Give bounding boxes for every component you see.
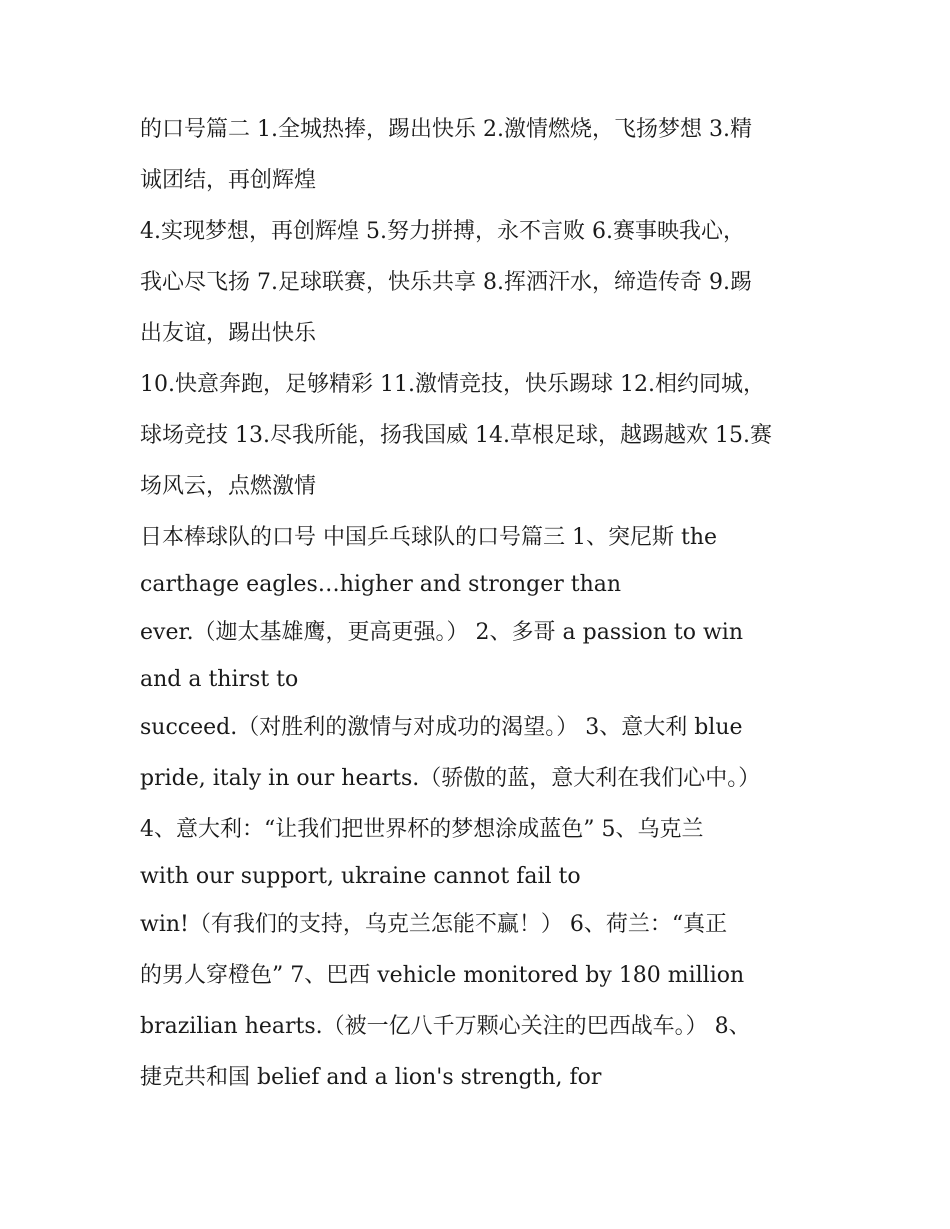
text-line: with our support, ukraine cannot fail to [140,864,581,889]
text-line: 4.实现梦想，再创辉煌 5.努力拼搏，永不言败 6.赛事映我心， [140,219,745,244]
text-line: win!（有我们的支持，乌克兰怎能不赢！） 6、荷兰：“真正 [140,912,728,937]
paragraph-5 [140,607,820,702]
text-line: brazilian hearts.（被一亿八千万颗心关注的巴西战车。） 8、 [140,1014,751,1039]
text-line: 球场竞技 13.尽我所能，扬我国威 14.草根足球，越踢越欢 15.赛 [140,423,772,448]
text-line: ever.（迦太基雄鹰，更高更强。） 2、多哥 a passion to win [140,620,743,645]
paragraph-1 [140,104,820,206]
text-line: 的口号篇二 1.全城热捧，踢出快乐 2.激情燃烧，飞扬梦想 3.精 [140,117,752,142]
text-line: 10.快意奔跑，足够精彩 11.激情竞技，快乐踢球 12.相约同城， [140,372,765,397]
text-line: carthage eagles…higher and stronger than [140,572,622,597]
text-line: 出友谊，踢出快乐 [140,321,317,346]
text-line: 的男人穿橙色” 7、巴西 vehicle monitored by 180 million [140,963,745,988]
text-line: 场风云，点燃激情 [140,474,317,499]
text-line: 我心尽飞扬 7.足球联赛，快乐共享 8.挥洒汗水，缔造传奇 9.踢 [140,270,752,295]
text-line: 4、意大利：“让我们把世界杯的梦想涂成蓝色” 5、乌克兰 [140,817,704,842]
paragraph-7 [140,899,820,1103]
text-line: succeed.（对胜利的激情与对成功的渴望。） 3、意大利 blue [140,715,743,740]
paragraph-3 [140,359,820,512]
paragraph-2 [140,206,820,359]
text-line: 诚团结，再创辉煌 [140,168,317,193]
document-page [140,104,820,1103]
text-line: and a thirst to [140,667,299,692]
text-line: 捷克共和国 belief and a lion's strength, for [140,1065,602,1090]
paragraph-4 [140,512,820,607]
text-line: 日本棒球队的口号 中国乒乓球队的口号篇三 1、突尼斯 the [140,525,718,550]
paragraph-6 [140,702,820,899]
text-line: pride, italy in our hearts.（骄傲的蓝，意大利在我们心中。） [140,766,761,791]
